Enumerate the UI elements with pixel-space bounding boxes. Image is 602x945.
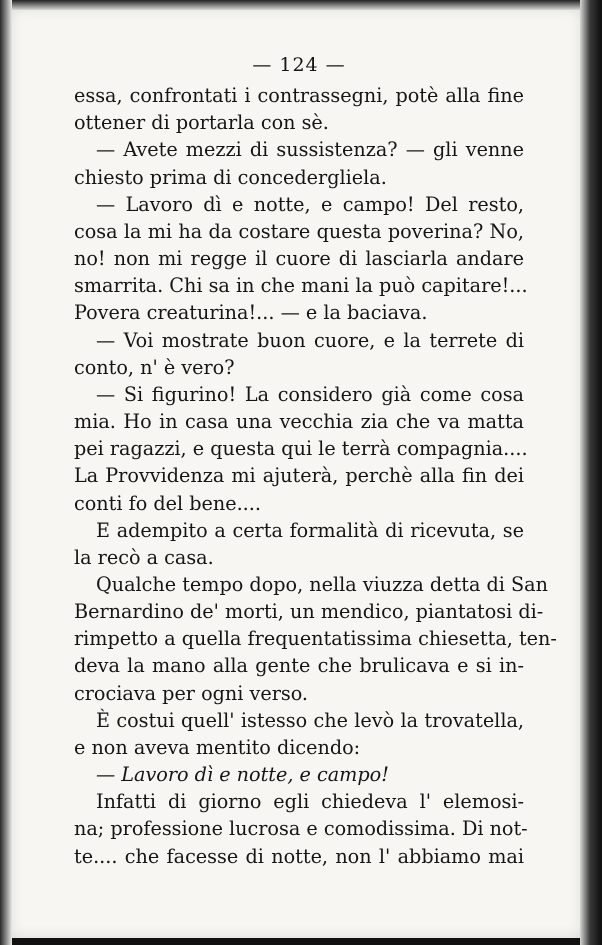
text-line: pei ragazzi, e questa qui le terrà compagnia.... xyxy=(74,437,528,461)
text-line: rimpetto a quella frequentatissima chiesetta, ten- xyxy=(74,627,557,651)
text-line: te.... che facesse di notte, non l' abbiamo mai xyxy=(74,844,524,868)
text-line: ottener di portarla con sè. xyxy=(74,111,329,135)
text-line: — Avete mezzi di sussistenza? — gli venne xyxy=(96,138,524,162)
text-line: chiesto prima di concedergliela. xyxy=(74,165,387,189)
text-line: na; professione lucrosa e comodissima. Di not- xyxy=(74,817,528,841)
text-line: Bernardino de' morti, un mendico, piantatosi di- xyxy=(74,600,544,624)
text-line: — Lavoro dì e notte, e campo! xyxy=(96,763,389,787)
text-line: cosa la mi ha da costare questa poverina? No, xyxy=(74,219,524,243)
text-line: È costui quell' istesso che levò la trovatella, xyxy=(96,708,524,732)
text-line: deva la mano alla gente che brulicava e si in- xyxy=(74,654,524,678)
text-line: Qualche tempo dopo, nella viuzza detta di San xyxy=(96,572,548,596)
text-line: — Lavoro dì e notte, e campo! Del resto, xyxy=(96,192,524,216)
text-line: La Provvidenza mi ajuterà, perchè alla fin dei xyxy=(74,464,524,488)
text-lines xyxy=(74,82,557,870)
text-line: essa, confrontati i contrassegni, potè alla fine xyxy=(74,84,524,108)
text-line: la recò a casa. xyxy=(74,545,214,569)
page-top-edge xyxy=(0,0,602,10)
page-right-edge xyxy=(580,0,602,945)
page-left-edge xyxy=(0,0,12,945)
text-line: crociava per ogni verso. xyxy=(74,681,309,705)
text-line: — Si figurino! La considero già come cosa xyxy=(96,382,524,406)
page-text-block xyxy=(74,52,557,870)
text-line: conti fo del bene.... xyxy=(74,491,261,515)
text-line: Infatti di giorno egli chiedeva l' elemosi- xyxy=(96,790,524,814)
text-line: — Voi mostrate buon cuore, e la terrete di xyxy=(96,328,524,352)
text-line: no! non mi regge il cuore di lasciarla andare xyxy=(74,247,524,271)
text-line: smarrita. Chi sa in che mani la può capitare!... xyxy=(74,274,528,298)
text-line: mia. Ho in casa una vecchia zia che va matta xyxy=(74,410,524,434)
text-line: e non aveva mentito dicendo: xyxy=(74,735,361,759)
page-number: — 124 — xyxy=(252,54,346,76)
text-line: Povera creaturina!... — e la baciava. xyxy=(74,301,428,325)
text-line: conto, n' è vero? xyxy=(74,355,235,379)
text-line: E adempito a certa formalità di ricevuta, se xyxy=(96,518,524,542)
